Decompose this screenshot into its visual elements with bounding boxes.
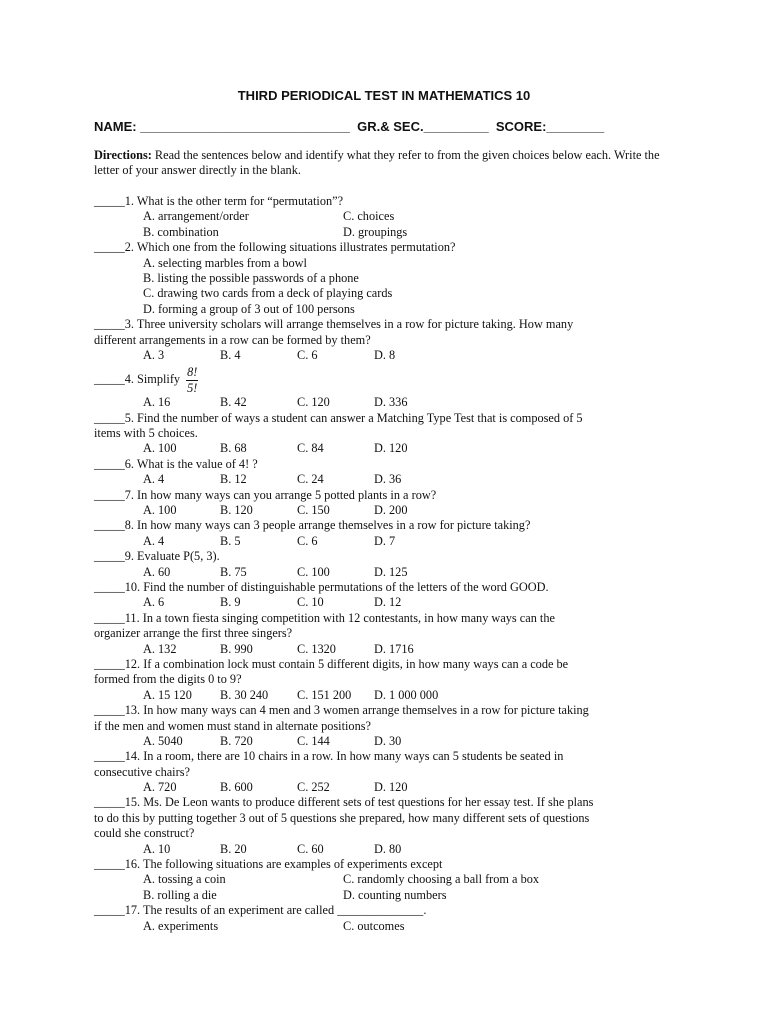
question-13-continued: if the men and women must stand in alternate positions? (94, 718, 371, 733)
question-7-option-d: D. 200 (374, 503, 408, 518)
question-14-option-c: C. 252 (297, 780, 330, 795)
question-13-option-d: D. 30 (374, 733, 402, 748)
question-15-option-c: C. 60 (297, 841, 324, 856)
question-15-option-a: A. 10 (143, 841, 171, 856)
question-5-option-d: D. 120 (374, 441, 408, 456)
question-16-option-b: B. rolling a die (143, 887, 217, 902)
question-11: _____11. In a town fiesta singing competition with 12 contestants, in how many ways can the (94, 610, 555, 625)
question-12-option-c: C. 151 200 (297, 687, 352, 702)
question-12-option-d: D. 1 000 000 (374, 687, 439, 702)
question-5-options (94, 441, 674, 456)
directions-label: Directions: (94, 148, 152, 162)
student-info-line: NAME: _____________________________ GR.& SEC._________ SCORE:________ (94, 119, 605, 134)
question-8-options (94, 534, 674, 549)
question-7-option-b: B. 120 (220, 503, 253, 518)
question-17-options-row-1 (94, 919, 674, 934)
question-13: _____13. In how many ways can 4 men and 3 women arrange themselves in a row for picture taking (94, 703, 589, 718)
question-13-option-b: B. 720 (220, 733, 253, 748)
question-8: _____8. In how many ways can 3 people arrange themselves in a row for picture taking? (94, 518, 531, 533)
question-2-option-b: B. listing the possible passwords of a phone (143, 270, 359, 285)
question-9-options (94, 565, 674, 580)
question-6-options (94, 472, 674, 487)
question-16-option-d: D. counting numbers (343, 887, 447, 902)
question-8-option-a: A. 4 (143, 533, 165, 548)
question-1: _____1. What is the other term for “permutation”? (94, 194, 344, 208)
question-15-option-d: D. 80 (374, 841, 402, 856)
question-12-continued: formed from the digits 0 to 9? (94, 672, 242, 687)
question-2: _____2. Which one from the following situations illustrates permutation? (94, 240, 456, 255)
question-6-option-c: C. 24 (297, 472, 324, 487)
question-1-option-b: B. combination (143, 224, 219, 239)
question-9-option-a: A. 60 (143, 564, 171, 579)
question-12: _____12. If a combination lock must contain 5 different digits, in how many ways can a code be (94, 656, 569, 671)
question-6: _____6. What is the value of 4! ? (94, 456, 258, 471)
question-14: _____14. In a room, there are 10 chairs in a row. In how many ways can 5 students be seated in (94, 749, 564, 764)
question-10-option-d: D. 12 (374, 595, 402, 610)
question-16-option-a: A. tossing a coin (143, 872, 226, 887)
question-4-stem: _____4. Simplify (94, 372, 181, 387)
question-10-option-a: A. 6 (143, 595, 165, 610)
question-7-option-a: A. 100 (143, 503, 177, 518)
directions-text: Read the sentences below and identify what they refer to from the given choices below each. Write the letter of your answer directly in the blank. (94, 148, 660, 178)
question-14-options (94, 780, 674, 795)
question-3-option-c: C. 6 (297, 347, 318, 362)
question-6-option-a: A. 4 (143, 472, 165, 487)
question-11-options (94, 642, 674, 657)
question-15: _____15. Ms. De Leon wants to produce different sets of test questions for her essay test. If she plans (94, 795, 594, 810)
question-1-options-row-2 (94, 225, 674, 240)
question-7: _____7. In how many ways can you arrange 5 potted plants in a row? (94, 487, 437, 502)
question-10-options (94, 595, 674, 610)
question-15-continued: to do this by putting together 3 out of 5 questions she prepared, how many different sets of questions (94, 810, 590, 825)
question-11-option-b: B. 990 (220, 641, 253, 656)
question-5-option-c: C. 84 (297, 441, 324, 456)
question-3-continued: different arrangements in a row can be formed by them? (94, 332, 371, 347)
question-8-option-b: B. 5 (220, 533, 241, 548)
question-5: _____5. Find the number of ways a student can answer a Matching Type Test that is composed of 5 (94, 410, 583, 425)
question-16-options-row-1 (94, 872, 674, 887)
question-3-options (94, 348, 674, 363)
question-6-option-d: D. 36 (374, 472, 402, 487)
question-17: _____17. The results of an experiment are called ______________. (94, 903, 427, 918)
question-11-continued: organizer arrange the first three singers? (94, 626, 293, 641)
question-9-option-b: B. 75 (220, 564, 247, 579)
question-9: _____9. Evaluate P(5, 3). (94, 549, 220, 564)
question-6-option-b: B. 12 (220, 472, 247, 487)
question-4-options (94, 395, 674, 410)
question-4-option-a: A. 16 (143, 395, 171, 410)
question-8-option-c: C. 6 (297, 533, 318, 548)
question-2-option-c: C. drawing two cards from a deck of playing cards (143, 286, 393, 301)
question-15-continued-2: could she construct? (94, 826, 195, 841)
question-10-option-b: B. 9 (220, 595, 241, 610)
question-15-option-b: B. 20 (220, 841, 247, 856)
question-5-option-b: B. 68 (220, 441, 247, 456)
fraction (186, 365, 198, 396)
question-3: _____3. Three university scholars will arrange themselves in a row for picture taking. How many (94, 317, 574, 332)
page-title: THIRD PERIODICAL TEST IN MATHEMATICS 10 (237, 88, 531, 103)
question-10-option-c: C. 10 (297, 595, 324, 610)
question-11-option-a: A. 132 (143, 641, 177, 656)
question-11-option-c: C. 1320 (297, 641, 336, 656)
question-16-options-row-2 (94, 888, 674, 903)
question-10: _____10. Find the number of distinguishable permutations of the letters of the word GOOD. (94, 579, 549, 594)
fraction-numerator: 8! (187, 364, 198, 379)
question-13-option-c: C. 144 (297, 733, 330, 748)
question-3-option-a: A. 3 (143, 347, 165, 362)
question-14-option-b: B. 600 (220, 780, 253, 795)
question-9-option-d: D. 125 (374, 564, 408, 579)
question-12-options (94, 688, 674, 703)
question-14-option-a: A. 720 (143, 780, 177, 795)
question-16: _____16. The following situations are examples of experiments except (94, 857, 443, 872)
fraction-denominator: 5! (187, 380, 198, 395)
question-13-option-a: A. 5040 (143, 733, 183, 748)
question-4 (94, 363, 674, 395)
question-17-option-c: C. outcomes (343, 918, 405, 933)
question-7-options (94, 503, 674, 518)
question-9-option-c: C. 100 (297, 564, 330, 579)
question-17-option-a: A. experiments (143, 918, 219, 933)
question-5-option-a: A. 100 (143, 441, 177, 456)
question-14-option-d: D. 120 (374, 780, 408, 795)
question-list (94, 194, 674, 934)
question-1-options-row-1 (94, 209, 674, 224)
question-11-option-d: D. 1716 (374, 641, 414, 656)
question-2-option-a: A. selecting marbles from a bowl (143, 255, 307, 270)
question-1-option-d: D. groupings (343, 224, 408, 239)
question-1-option-a: A. arrangement/order (143, 209, 249, 224)
question-13-options (94, 734, 674, 749)
question-16-option-c: C. randomly choosing a ball from a box (343, 872, 540, 887)
question-12-option-b: B. 30 240 (220, 687, 269, 702)
question-4-option-d: D. 336 (374, 395, 408, 410)
question-4-option-c: C. 120 (297, 395, 330, 410)
question-8-option-d: D. 7 (374, 533, 396, 548)
question-1-option-c: C. choices (343, 209, 395, 224)
question-3-option-d: D. 8 (374, 347, 396, 362)
question-15-options (94, 842, 674, 857)
question-14-continued: consecutive chairs? (94, 764, 190, 779)
question-2-option-d: D. forming a group of 3 out of 100 persons (143, 301, 355, 316)
question-3-option-b: B. 4 (220, 347, 241, 362)
question-7-option-c: C. 150 (297, 503, 330, 518)
question-12-option-a: A. 15 120 (143, 687, 192, 702)
question-5-continued: items with 5 choices. (94, 426, 198, 441)
question-4-option-b: B. 42 (220, 395, 247, 410)
directions (94, 148, 674, 179)
